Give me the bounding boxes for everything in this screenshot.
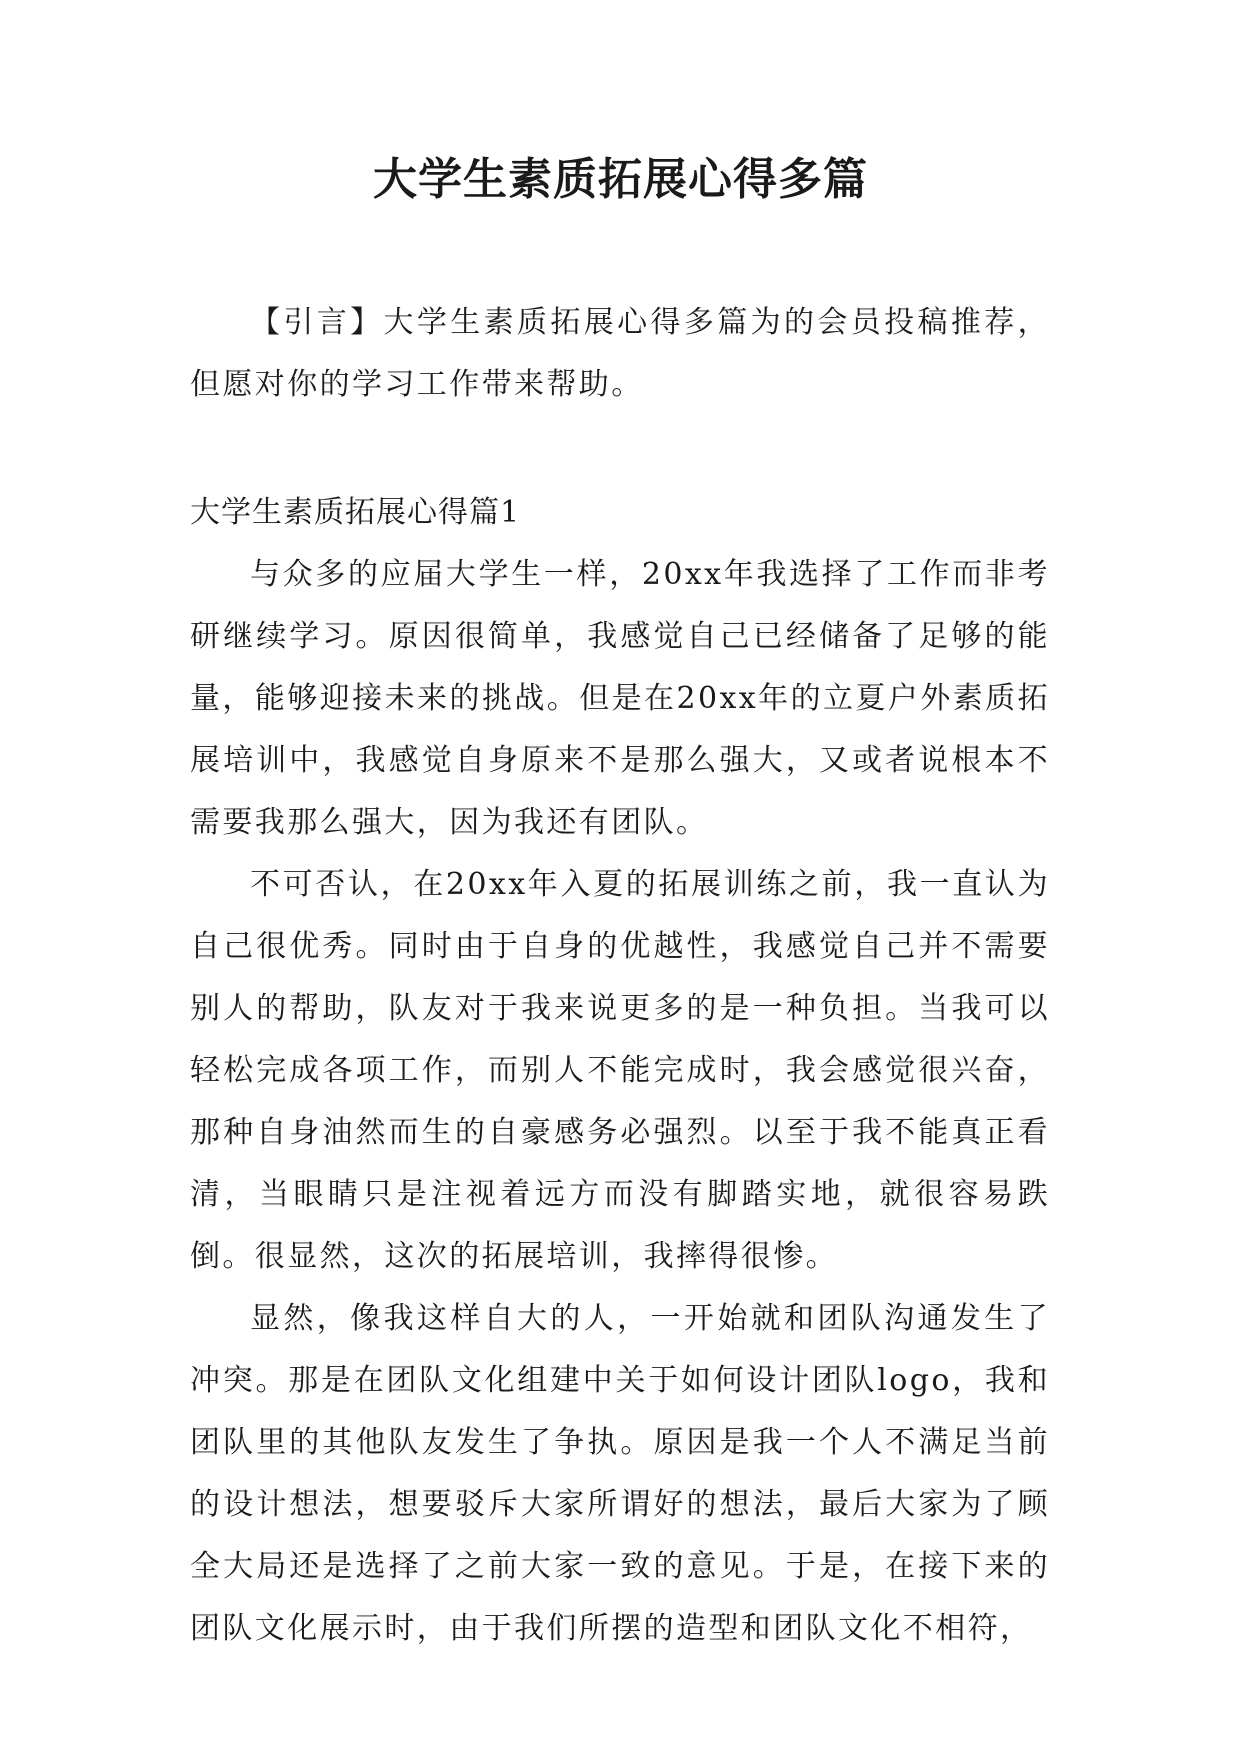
document-body bbox=[190, 292, 1050, 1660]
body-paragraph-3: 显然，像我这样自大的人，一开始就和团队沟通发生了冲突。那是在团队文化组建中关于如何设计团队logo，我和团队里的其他队友发生了争执。原因是我一个人不满足当前的设计想法，想要驳斥大家所谓好的想法，最后大家为了顾全大局还是选择了之前大家一致的意见。于是，在接下来的团队文化展示时，由于我们所摆的造型和团队文化不相符， bbox=[190, 1301, 1050, 1646]
intro-paragraph: 【引言】大学生素质拓展心得多篇为的会员投稿推荐，但愿对你的学习工作带来帮助。 bbox=[190, 305, 1050, 402]
body-paragraph-2: 不可否认，在20xx年入夏的拓展训练之前，我一直认为自己很优秀。同时由于自身的优越性，我感觉自己并不需要别人的帮助，队友对于我来说更多的是一种负担。当我可以轻松完成各项工作，而别人不能完成时，我会感觉很兴奋，那种自身油然而生的自豪感务必强烈。以至于我不能真正看清，当眼睛只是注视着远方而没有脚踏实地，就很容易跌倒。很显然，这次的拓展培训，我摔得很惨。 bbox=[190, 867, 1050, 1274]
section-heading: 大学生素质拓展心得篇1 bbox=[190, 495, 521, 530]
document-title: 大学生素质拓展心得多篇 bbox=[373, 154, 868, 205]
body-paragraph-1: 与众多的应届大学生一样，20xx年我选择了工作而非考研继续学习。原因很简单，我感觉自己已经储备了足够的能量，能够迎接未来的挑战。但是在20xx年的立夏户外素质拓展培训中，我感觉自身原来不是那么强大，又或者说根本不需要我那么强大，因为我还有团队。 bbox=[190, 557, 1050, 840]
